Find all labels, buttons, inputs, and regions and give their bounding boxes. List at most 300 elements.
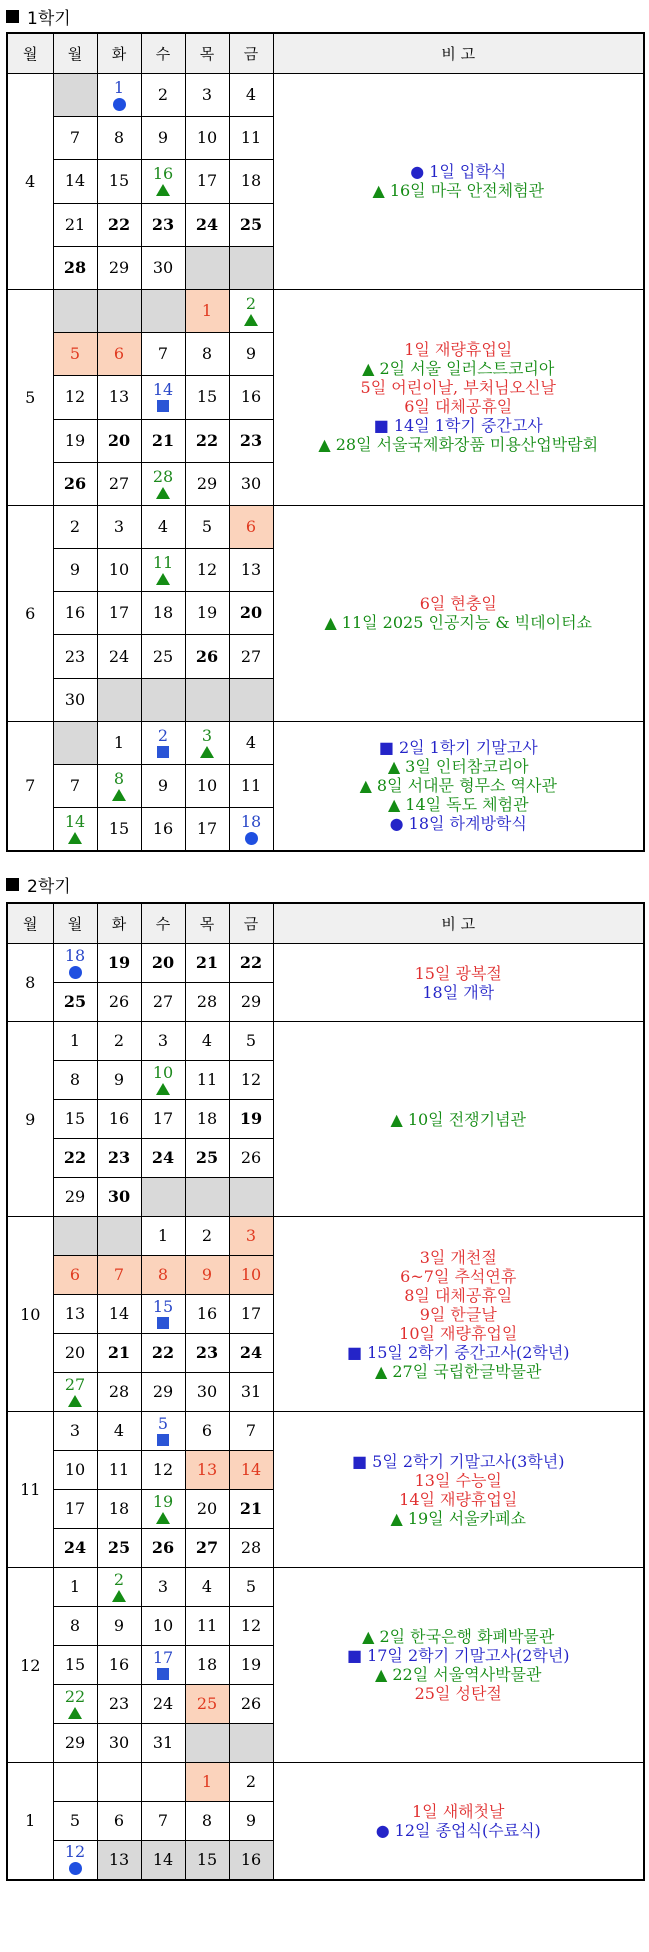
day-number: 9 xyxy=(245,1811,257,1830)
day-cell xyxy=(97,1841,141,1880)
day-cell xyxy=(141,160,185,203)
month-label: 8 xyxy=(7,944,53,1022)
day-number: 7 xyxy=(157,344,169,364)
remark-text: 27일 국립한글박물관 xyxy=(392,1361,542,1381)
empty-day-cell xyxy=(185,1178,229,1217)
remark-text: 17일 2학기 기말고사(2학년) xyxy=(367,1646,570,1665)
day-number: 8 xyxy=(113,769,125,789)
day-cell xyxy=(141,1022,185,1061)
remark-text: 8일 대체공휴일 xyxy=(404,1285,513,1305)
day-cell xyxy=(141,1490,185,1529)
blue-circle-icon xyxy=(113,98,126,111)
day-number: 9 xyxy=(113,1070,125,1089)
day-cell xyxy=(185,808,229,851)
day-number: 16 xyxy=(196,1304,218,1323)
day-cell xyxy=(229,1490,273,1529)
day-number: 4 xyxy=(201,1031,213,1050)
day-number: 30 xyxy=(64,689,86,709)
day-cell xyxy=(185,74,229,117)
remark-line xyxy=(274,1509,644,1528)
day-number: 2 xyxy=(201,1226,213,1245)
day-number: 13 xyxy=(64,1304,86,1323)
day-cell xyxy=(141,1724,185,1763)
day-cell xyxy=(53,1139,97,1178)
day-number: 24 xyxy=(152,1694,174,1713)
day-cell xyxy=(141,1373,185,1412)
day-cell xyxy=(53,592,97,635)
triangle-bullet-icon: ▲ xyxy=(390,1109,403,1129)
day-cell xyxy=(53,1724,97,1763)
day-number: 18 xyxy=(196,1655,218,1674)
day-number: 14 xyxy=(108,1304,130,1323)
day-cell xyxy=(97,376,141,419)
day-cell xyxy=(185,1685,229,1724)
triangle-bullet-icon: ▲ xyxy=(375,1361,388,1381)
day-cell xyxy=(97,1334,141,1373)
day-cell xyxy=(97,1061,141,1100)
remarks-cell xyxy=(273,1022,644,1217)
remark-text: 18일 개학 xyxy=(422,982,495,1002)
remark-line xyxy=(274,1627,644,1646)
day-cell xyxy=(229,1139,273,1178)
circle-bullet-icon: ● xyxy=(375,1820,390,1840)
day-cell xyxy=(185,635,229,678)
day-number: 18 xyxy=(108,1499,130,1518)
day-cell xyxy=(229,1763,273,1802)
day-cell xyxy=(229,1295,273,1334)
semester2-title: 2학기 xyxy=(27,877,71,897)
square-bullet-icon: ■ xyxy=(373,416,389,436)
day-number: 1 xyxy=(201,301,213,321)
day-number: 3 xyxy=(69,1421,81,1440)
day-number: 16 xyxy=(152,819,174,839)
day-cell xyxy=(185,1646,229,1685)
day-number: 15 xyxy=(108,171,130,191)
day-number: 5 xyxy=(157,1414,169,1433)
remark-text: 6일 대체공휴일 xyxy=(404,397,513,417)
day-number: 12 xyxy=(64,387,86,407)
day-number: 24 xyxy=(239,1343,263,1362)
day-number: 25 xyxy=(196,1694,218,1713)
remark-line xyxy=(274,964,644,983)
day-number: 17 xyxy=(152,1109,174,1128)
day-cell xyxy=(185,462,229,505)
day-cell xyxy=(53,1802,97,1841)
day-cell xyxy=(229,592,273,635)
day-cell xyxy=(229,765,273,808)
day-cell xyxy=(97,592,141,635)
day-cell xyxy=(53,1373,97,1412)
remark-line xyxy=(274,416,644,435)
day-number: 16 xyxy=(152,164,174,184)
day-cell xyxy=(53,1022,97,1061)
blue-square-icon xyxy=(157,1668,169,1680)
remark-text: 3일 인터참코리아 xyxy=(405,757,529,777)
day-cell xyxy=(229,160,273,203)
day-number: 18 xyxy=(152,603,174,623)
remark-line xyxy=(274,359,644,378)
remark-text: 18일 하계방학식 xyxy=(408,814,527,834)
day-cell xyxy=(185,549,229,592)
day-cell xyxy=(141,1334,185,1373)
day-cell xyxy=(53,505,97,548)
day-cell xyxy=(97,1607,141,1646)
day-number: 4 xyxy=(157,516,169,536)
day-cell xyxy=(53,1451,97,1490)
day-cell xyxy=(141,721,185,764)
day-number: 22 xyxy=(151,1343,175,1362)
triangle-bullet-icon: ▲ xyxy=(318,435,331,455)
day-number: 14 xyxy=(152,1849,174,1869)
remark-text: 2일 한국은행 화폐박물관 xyxy=(379,1627,555,1646)
day-number: 25 xyxy=(63,992,87,1011)
day-cell xyxy=(185,1061,229,1100)
day-number: 22 xyxy=(64,1687,86,1706)
day-cell xyxy=(185,505,229,548)
remark-text: 6일 현충일 xyxy=(419,594,497,614)
day-number: 24 xyxy=(151,1148,175,1167)
day-cell xyxy=(141,1139,185,1178)
day-cell xyxy=(53,117,97,160)
empty-day-cell xyxy=(53,289,97,332)
day-cell xyxy=(141,1802,185,1841)
day-number: 30 xyxy=(196,1382,218,1401)
day-number: 17 xyxy=(108,603,130,623)
day-number: 1 xyxy=(201,1772,213,1791)
day-number: 28 xyxy=(152,466,174,486)
day-cell xyxy=(141,1295,185,1334)
day-cell xyxy=(185,1334,229,1373)
day-number: 3 xyxy=(245,1226,257,1245)
day-cell xyxy=(185,1607,229,1646)
remark-text: 12일 종업식(수료식) xyxy=(394,1820,541,1840)
empty-day-cell xyxy=(141,289,185,332)
day-cell xyxy=(53,160,97,203)
day-cell xyxy=(141,635,185,678)
empty-day-cell xyxy=(53,1217,97,1256)
remark-line xyxy=(274,340,644,359)
day-number: 8 xyxy=(201,1811,213,1830)
remarks-cell xyxy=(273,1412,644,1568)
remark-line xyxy=(274,181,644,200)
week-row xyxy=(7,944,644,983)
day-cell xyxy=(141,1841,185,1880)
day-cell xyxy=(97,1412,141,1451)
day-number: 14 xyxy=(64,812,86,832)
triangle-bullet-icon: ▲ xyxy=(359,776,372,796)
remark-line xyxy=(274,1362,644,1381)
empty-day-cell xyxy=(185,1724,229,1763)
header-remarks: 비 고 xyxy=(273,903,644,944)
day-number: 4 xyxy=(201,1577,213,1596)
day-cell xyxy=(185,1841,229,1880)
day-number: 29 xyxy=(152,1382,174,1401)
header-day: 목 xyxy=(185,903,229,944)
remark-text: 16일 마곡 안전체험관 xyxy=(389,181,544,201)
day-number: 4 xyxy=(245,85,257,105)
day-cell xyxy=(53,1841,97,1880)
empty-day-cell xyxy=(185,246,229,289)
day-number: 5 xyxy=(69,344,81,364)
day-cell xyxy=(229,203,273,246)
blue-circle-icon xyxy=(69,1862,82,1875)
green-triangle-icon xyxy=(200,746,214,758)
week-row xyxy=(7,289,644,332)
day-number: 2 xyxy=(245,294,257,314)
day-number: 19 xyxy=(196,603,218,623)
black-square-icon xyxy=(6,878,19,891)
day-number: 3 xyxy=(201,85,213,105)
day-cell xyxy=(53,376,97,419)
day-number: 21 xyxy=(151,430,175,450)
day-number: 21 xyxy=(64,214,86,234)
day-cell xyxy=(185,1568,229,1607)
day-number: 29 xyxy=(240,992,262,1011)
day-cell xyxy=(185,117,229,160)
day-number: 28 xyxy=(63,257,87,277)
green-triangle-icon xyxy=(156,1512,170,1524)
week-row xyxy=(7,721,644,764)
day-number: 5 xyxy=(245,1031,257,1050)
day-cell xyxy=(97,74,141,117)
remark-text: 1일 새해첫날 xyxy=(411,1801,505,1821)
month-label: 9 xyxy=(7,1022,53,1217)
empty-day-cell xyxy=(97,678,141,721)
day-number: 18 xyxy=(196,1109,218,1128)
remark-line xyxy=(274,1286,644,1305)
day-number: 24 xyxy=(195,214,219,234)
day-number: 23 xyxy=(108,1694,130,1713)
day-cell xyxy=(141,117,185,160)
day-cell xyxy=(141,1217,185,1256)
day-number: 25 xyxy=(239,214,263,234)
day-cell xyxy=(53,983,97,1022)
blue-square-icon xyxy=(157,1434,169,1446)
day-number: 28 xyxy=(240,1538,262,1557)
remark-line xyxy=(274,594,644,613)
remarks-cell xyxy=(273,505,644,721)
remark-line xyxy=(274,1665,644,1684)
day-cell xyxy=(141,765,185,808)
day-cell xyxy=(53,203,97,246)
day-number: 19 xyxy=(107,953,131,972)
day-number: 21 xyxy=(195,953,219,972)
remark-text: 8일 서대문 형무소 역사관 xyxy=(376,776,557,796)
day-number: 19 xyxy=(64,430,86,450)
day-cell xyxy=(53,462,97,505)
remark-text: 3일 개천절 xyxy=(419,1247,497,1267)
remark-text: 2일 1학기 기말고사 xyxy=(398,738,538,758)
remark-line xyxy=(274,1110,644,1129)
day-cell xyxy=(53,1529,97,1568)
day-number: 15 xyxy=(64,1109,86,1128)
day-number: 27 xyxy=(64,1375,86,1394)
remark-line xyxy=(274,757,644,776)
day-number: 15 xyxy=(64,1655,86,1674)
remark-line xyxy=(274,814,644,833)
day-cell xyxy=(53,1646,97,1685)
day-number: 24 xyxy=(108,646,130,666)
remark-text: 25일 성탄절 xyxy=(414,1684,502,1703)
empty-day-cell xyxy=(141,1178,185,1217)
day-cell xyxy=(97,808,141,851)
day-cell xyxy=(141,1412,185,1451)
empty-day-cell xyxy=(53,721,97,764)
semester2-heading xyxy=(6,872,71,897)
day-number: 11 xyxy=(196,1070,218,1089)
semester2-calendar-table xyxy=(6,902,645,1881)
day-number: 20 xyxy=(239,603,263,623)
day-cell xyxy=(53,765,97,808)
day-number: 8 xyxy=(201,344,213,364)
day-number: 26 xyxy=(240,1148,262,1167)
day-number: 16 xyxy=(108,1655,130,1674)
remark-line xyxy=(274,378,644,397)
day-number: 17 xyxy=(64,1499,86,1518)
green-triangle-icon xyxy=(68,832,82,844)
square-bullet-icon: ■ xyxy=(352,1451,368,1471)
empty-day-cell xyxy=(141,1763,185,1802)
green-triangle-icon xyxy=(156,1083,170,1095)
remark-line xyxy=(274,162,644,181)
day-cell xyxy=(229,635,273,678)
day-number: 21 xyxy=(107,1343,131,1362)
month-label: 1 xyxy=(7,1763,53,1880)
day-cell xyxy=(53,1490,97,1529)
remark-text: 14일 독도 체험관 xyxy=(405,795,529,815)
day-cell xyxy=(185,944,229,983)
day-cell xyxy=(229,1529,273,1568)
day-number: 8 xyxy=(69,1070,81,1089)
day-number: 2 xyxy=(69,516,81,536)
day-cell xyxy=(185,1373,229,1412)
triangle-bullet-icon: ▲ xyxy=(372,181,385,201)
day-cell xyxy=(141,505,185,548)
day-cell xyxy=(141,419,185,462)
triangle-bullet-icon: ▲ xyxy=(362,1627,375,1646)
day-cell xyxy=(97,721,141,764)
day-cell xyxy=(185,1139,229,1178)
remark-text: 22일 서울역사박물관 xyxy=(392,1665,542,1684)
day-number: 9 xyxy=(201,1265,213,1284)
day-number: 8 xyxy=(157,1265,169,1284)
day-number: 1 xyxy=(113,732,125,752)
day-cell xyxy=(229,1451,273,1490)
square-bullet-icon: ■ xyxy=(346,1342,363,1362)
month-label: 12 xyxy=(7,1568,53,1763)
day-cell xyxy=(97,1802,141,1841)
day-number: 6 xyxy=(201,1421,213,1440)
day-cell xyxy=(229,549,273,592)
day-cell xyxy=(97,1451,141,1490)
day-cell xyxy=(97,505,141,548)
day-number: 7 xyxy=(113,1265,125,1284)
triangle-bullet-icon: ▲ xyxy=(324,613,337,633)
day-number: 9 xyxy=(113,1616,125,1635)
remark-line xyxy=(274,795,644,814)
day-number: 26 xyxy=(195,646,219,666)
remark-text: 15일 2학기 중간고사(2학년) xyxy=(367,1342,570,1362)
day-cell xyxy=(53,944,97,983)
day-cell xyxy=(97,1490,141,1529)
remark-line xyxy=(274,1646,644,1665)
day-number: 18 xyxy=(240,811,262,831)
day-cell xyxy=(53,808,97,851)
day-number: 2 xyxy=(157,725,169,745)
remark-line xyxy=(274,1267,644,1286)
day-number: 27 xyxy=(108,473,130,493)
day-number: 17 xyxy=(152,1648,174,1667)
green-triangle-icon xyxy=(112,1590,126,1602)
day-cell xyxy=(229,1373,273,1412)
day-cell xyxy=(229,1217,273,1256)
header-day: 화 xyxy=(97,903,141,944)
triangle-bullet-icon: ▲ xyxy=(375,1665,388,1684)
day-cell xyxy=(97,765,141,808)
remark-text: 6~7일 추석연휴 xyxy=(400,1266,517,1286)
day-cell xyxy=(53,678,97,721)
day-number: 1 xyxy=(113,77,125,97)
day-cell xyxy=(229,505,273,548)
day-number: 27 xyxy=(195,1538,219,1557)
day-cell xyxy=(97,1100,141,1139)
header-day: 월 xyxy=(7,33,53,74)
day-number: 5 xyxy=(245,1577,257,1596)
day-cell xyxy=(97,203,141,246)
day-number: 2 xyxy=(157,85,169,105)
day-cell xyxy=(185,1100,229,1139)
day-number: 7 xyxy=(245,1421,257,1440)
day-number: 6 xyxy=(113,344,125,364)
day-cell xyxy=(97,117,141,160)
day-cell xyxy=(141,1061,185,1100)
week-row xyxy=(7,1412,644,1451)
empty-day-cell xyxy=(97,1217,141,1256)
day-cell xyxy=(141,808,185,851)
day-number: 18 xyxy=(240,171,262,191)
day-cell xyxy=(53,1412,97,1451)
day-number: 18 xyxy=(64,945,86,965)
day-cell xyxy=(229,289,273,332)
square-bullet-icon: ■ xyxy=(378,738,394,758)
remark-text: 9일 한글날 xyxy=(419,1304,497,1324)
day-number: 12 xyxy=(240,1616,262,1635)
day-number: 22 xyxy=(239,953,263,972)
day-number: 20 xyxy=(64,1343,86,1362)
month-label: 4 xyxy=(7,74,53,290)
day-number: 27 xyxy=(240,646,262,666)
day-cell xyxy=(229,419,273,462)
empty-day-cell xyxy=(229,678,273,721)
header-day: 월 xyxy=(53,33,97,74)
remarks-cell xyxy=(273,1217,644,1412)
day-number: 25 xyxy=(107,1538,131,1557)
day-cell xyxy=(141,1100,185,1139)
header-day: 수 xyxy=(141,33,185,74)
day-number: 16 xyxy=(240,387,262,407)
day-number: 12 xyxy=(240,1070,262,1089)
day-cell xyxy=(229,808,273,851)
day-number: 5 xyxy=(69,1811,81,1830)
day-cell xyxy=(229,1100,273,1139)
blue-square-icon xyxy=(157,1317,169,1329)
day-cell xyxy=(185,983,229,1022)
day-cell xyxy=(229,462,273,505)
remark-text: 14일 재량휴업일 xyxy=(399,1489,518,1509)
day-cell xyxy=(141,333,185,376)
day-cell xyxy=(97,419,141,462)
day-cell xyxy=(229,983,273,1022)
